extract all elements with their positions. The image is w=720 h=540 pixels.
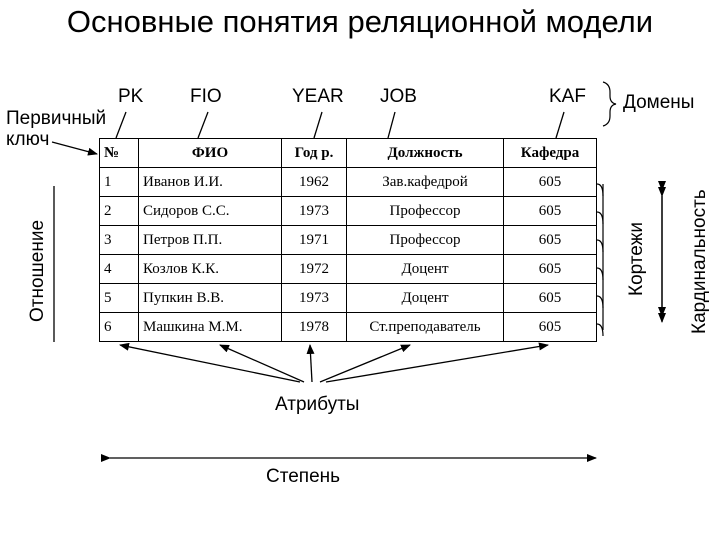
- domain-label-job: JOB: [380, 86, 417, 107]
- cell-number: 1: [100, 168, 139, 197]
- primary-key-label-line1: Первичный: [6, 108, 107, 129]
- attributes-label: Атрибуты: [275, 394, 360, 415]
- attribute-arrows: [120, 345, 548, 382]
- cell-year: 1972: [282, 255, 347, 284]
- cell-kaf: 605: [504, 313, 597, 342]
- domain-line-year: [314, 112, 322, 138]
- domain-line-job: [388, 112, 395, 138]
- header-number: №: [100, 139, 139, 168]
- domains-brace: [603, 82, 616, 126]
- cell-job: Зав.кафедрой: [347, 168, 504, 197]
- cell-year: 1978: [282, 313, 347, 342]
- domain-label-fio: FIO: [190, 86, 222, 107]
- domain-label-pk: PK: [118, 86, 144, 107]
- cell-year: 1973: [282, 197, 347, 226]
- cell-fio: Машкина М.М.: [139, 313, 282, 342]
- cell-fio: Иванов И.И.: [139, 168, 282, 197]
- cell-kaf: 605: [504, 255, 597, 284]
- cell-number: 2: [100, 197, 139, 226]
- domains-label: Домены: [623, 92, 695, 113]
- header-job: Должность: [347, 139, 504, 168]
- cell-fio: Пупкин В.В.: [139, 284, 282, 313]
- page-title: Основные понятия реляционной модели: [66, 4, 654, 39]
- cell-fio: Петров П.П.: [139, 226, 282, 255]
- tuples-label: Кортежи: [626, 222, 647, 296]
- cell-number: 5: [100, 284, 139, 313]
- cell-job: Ст.преподаватель: [347, 313, 504, 342]
- cell-job: Доцент: [347, 255, 504, 284]
- cell-year: 1971: [282, 226, 347, 255]
- header-year: Год р.: [282, 139, 347, 168]
- cell-kaf: 605: [504, 284, 597, 313]
- domain-label-year: YEAR: [292, 86, 344, 107]
- relation-label: Отношение: [27, 219, 48, 322]
- cell-number: 4: [100, 255, 139, 284]
- cell-year: 1973: [282, 284, 347, 313]
- cell-kaf: 605: [504, 226, 597, 255]
- header-kaf: Кафедра: [504, 139, 597, 168]
- degree-label: Степень: [266, 466, 341, 487]
- cardinality-label: Кардинальность: [689, 189, 710, 334]
- primary-key-label-line2: ключ: [6, 129, 50, 150]
- cell-job: Доцент: [347, 284, 504, 313]
- cell-year: 1962: [282, 168, 347, 197]
- tuple-markers: [597, 184, 603, 336]
- cell-kaf: 605: [504, 197, 597, 226]
- cell-number: 3: [100, 226, 139, 255]
- domain-line-kaf: [556, 112, 564, 138]
- header-fio: ФИО: [139, 139, 282, 168]
- cell-fio: Сидоров С.С.: [139, 197, 282, 226]
- cell-job: Профессор: [347, 226, 504, 255]
- cell-job: Профессор: [347, 197, 504, 226]
- primary-key-arrow: [52, 142, 97, 154]
- cell-fio: Козлов К.К.: [139, 255, 282, 284]
- domain-line-fio: [198, 112, 208, 138]
- cell-number: 6: [100, 313, 139, 342]
- domain-line-pk: [116, 112, 126, 138]
- cell-kaf: 605: [504, 168, 597, 197]
- domain-label-kaf: KAF: [549, 86, 586, 107]
